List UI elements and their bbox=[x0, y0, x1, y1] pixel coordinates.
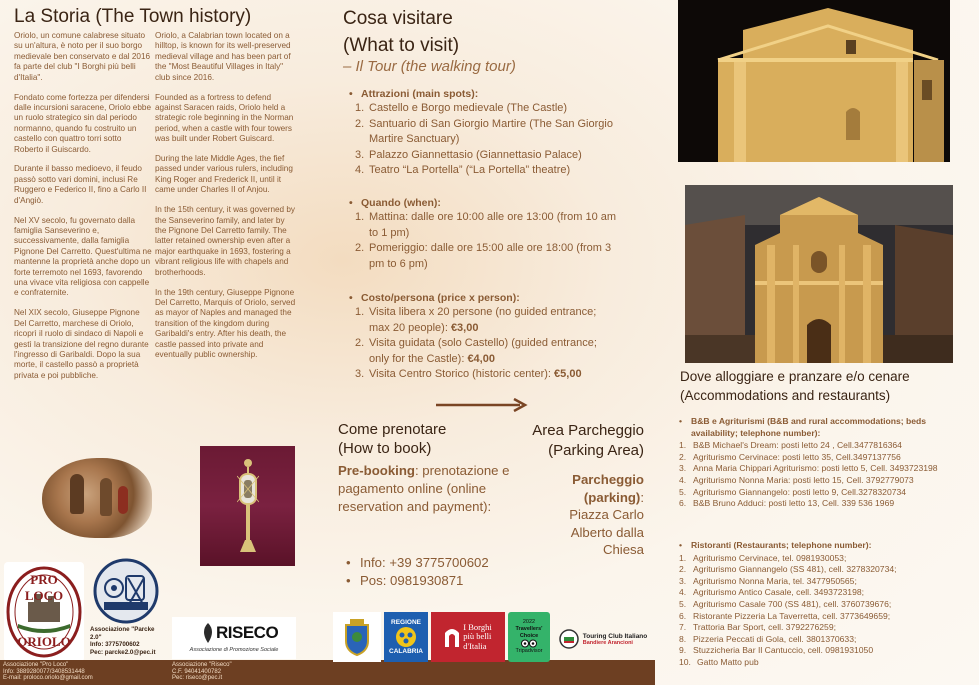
history-paragraph: Oriolo, a Calabrian town located on a hilltop, is known for its well-preserved medieval village and has been part of the "Most Beautiful Villages in Italy" club since 2016. bbox=[155, 31, 291, 82]
list-item: 1. Visita libera x 20 persone (no guided entrance; max 20 people): €3,00 bbox=[355, 306, 597, 334]
list-item: 3. Visita Centro Storico (historic center): €5,00 bbox=[355, 368, 582, 381]
church-facade-photo bbox=[685, 185, 953, 363]
contact-item: • Pos: 0981930871 bbox=[346, 573, 464, 588]
proloco-contact-line: E-mail: proloco.oriolo@gmail.com bbox=[3, 675, 93, 682]
riseco-subtitle: Associazione di Promozione Sociale bbox=[189, 647, 279, 653]
list-item: 6. B&B Bruno Adduci: posti letto 13, Cell. 339 536 1969 bbox=[679, 498, 895, 509]
proloco-contact bbox=[3, 662, 93, 682]
parcke-caption-line: Pec: parcke2.0@pec.it bbox=[90, 648, 156, 656]
bnb-title: • B&B e Agriturismi (B&B and rural accommodations; beds availability; telephone number): bbox=[679, 416, 927, 438]
when-list bbox=[355, 210, 619, 272]
prebooking-label: Pre-booking bbox=[338, 463, 415, 478]
cost-title: • Costo/persona (price x person): bbox=[349, 292, 520, 304]
history-paragraph: In the 15th century, it was governed by the Sanseverino family, and later by the Pignone Del Carretto family. The latter retained ownership even after a major earthquake in 1693, fostering a vibrant religious life with chapels and brotherhoods. bbox=[155, 205, 296, 277]
sanctuary-night-photo bbox=[678, 0, 950, 162]
visit-title-line: Cosa visitare bbox=[343, 8, 453, 29]
parking-info: Parcheggio (parking): Piazza Carlo Alberto dalla Chiesa bbox=[540, 471, 644, 559]
parking-location: Piazza Carlo Alberto dalla Chiesa bbox=[569, 507, 644, 557]
booking-title bbox=[338, 420, 446, 458]
parcke-caption bbox=[90, 626, 162, 656]
visit-title bbox=[343, 5, 459, 59]
history-title: La Storia (The Town history) bbox=[14, 6, 252, 27]
bnb-section bbox=[679, 416, 975, 510]
history-paragraph: In the 19th century, Giuseppe Pignone Del Carretto, Marquis of Oriolo, served as mayor of Naples and managed the transition of the kingdom during Garibaldi's entry. After his death, the castle passed into private and eventually public ownership. bbox=[155, 287, 296, 359]
history-italian-text bbox=[14, 31, 152, 391]
proloco-contact-line: Associazione "Pro Loco" bbox=[3, 662, 69, 668]
list-item: 4. Agriturismo Nonna Maria: posti letto 15, Cell. 3792779073 bbox=[679, 474, 914, 485]
history-paragraph: Oriolo, un comune calabrese situato su un'altura, è noto per il suo borgo medievale ben conservato e dal 2016 fa parte del club "I Borghi più belli d'Italia". bbox=[14, 31, 151, 82]
restaurants-list bbox=[679, 553, 975, 669]
parking-label: Parcheggio bbox=[572, 472, 644, 487]
riseco-contact bbox=[172, 662, 232, 682]
list-item: 5. Agriturismo Casale 700 (SS 481), cell. 3760739676; bbox=[679, 598, 892, 609]
list-item: 3. Anna Maria Chippari Agriturismo: posti letto 5, Cell. 3493723198 bbox=[679, 463, 938, 474]
proloco-logo-top: PRO LOCO bbox=[24, 572, 64, 603]
booking-contacts bbox=[346, 554, 489, 590]
restaurants-title: • Ristoranti (Restaurants; telephone number): bbox=[679, 540, 872, 550]
riseco-name: RISECO bbox=[216, 623, 279, 642]
footer-bar bbox=[0, 660, 655, 685]
touring-club-logo bbox=[553, 626, 653, 652]
list-item: 1. Castello e Borgo medievale (The Castle) bbox=[355, 102, 568, 114]
riseco-contact-line: Associazione "Riseco" bbox=[172, 662, 232, 668]
list-item: 1. Mattina: dalle ore 10:00 alle ore 13:00 (from 10 am to 1 pm) bbox=[355, 211, 617, 239]
prebooking-text: Pre-booking: prenotazione e pagamento online (online reservation and payment): bbox=[338, 463, 510, 514]
borghi-text: I Borghi più belli d'Italia bbox=[463, 621, 492, 651]
partner-logos bbox=[333, 612, 653, 662]
parking-title-line: (Parking Area) bbox=[548, 442, 644, 459]
fresco-figure bbox=[118, 486, 128, 514]
visit-title-line: (What to visit) bbox=[343, 35, 460, 56]
attractions-list bbox=[355, 101, 619, 179]
list-item: 1. B&B Michael's Dream: posti letto 24 , Cell.3477816364 bbox=[679, 440, 902, 451]
list-item: 3. Palazzo Giannettasio (Giannettasio Palace) bbox=[355, 148, 582, 161]
regione-logo-top: REGIONE bbox=[391, 619, 421, 626]
price: €3,00 bbox=[450, 321, 479, 334]
history-paragraph: Nel XV secolo, fu governato dalla famiglia Sanseverino e, successivamente, dalla famiglia Pignone Del Carretto. Quest'ultima ne mantenne la proprietà anche dopo un forte terremoto nel 1693, favorendo una vivace vita religiosa con cappelle e confraternite. bbox=[14, 215, 152, 298]
history-paragraph: Founded as a fortress to defend against Saracen raids, Oriolo held a strategic role beginning in the Norman period, when a castle with four towers was built under Robert Guiscard. bbox=[155, 92, 294, 144]
owl-icon bbox=[521, 639, 537, 648]
price: €4,00 bbox=[467, 352, 495, 365]
cost-section bbox=[349, 292, 619, 383]
history-paragraph: During the late Middle Ages, the fief passed under various rulers, including King Roger and Frederick II, until it came under Charles II of Anjou. bbox=[155, 154, 293, 195]
riseco-logo bbox=[172, 617, 296, 659]
list-item: 7. Trattoria Bar Sport, cell. 3792276259; bbox=[679, 622, 836, 633]
list-item: 2. Agriturismo Giannangelo (SS 481), cell. 3278320734; bbox=[679, 564, 897, 575]
list-item: 3. Agriturismo Nonna Maria, tel. 3477950565; bbox=[679, 575, 857, 586]
parking-title bbox=[522, 421, 644, 461]
list-item: 5. Agriturismo Giannangelo: posti letto 9, Cell.3278320734 bbox=[679, 486, 907, 497]
fresco-figure bbox=[70, 474, 84, 514]
list-item: 1. Agriturismo Cervinace, tel. 0981930053; bbox=[679, 552, 847, 563]
list-item: 2. Agriturismo Cervinace: posti letto 35, Cell.3497137756 bbox=[679, 451, 901, 462]
history-paragraph: Nel XIX secolo, Giuseppe Pignone Del Carretto, marchese di Oriolo, ricoprì il ruolo di sindaco di Napoli e gestì la transizione del regno durante l'ingresso di Garibaldi. Dopo la sua morte, il castello passò a proprietà privata e poi pubbliche. bbox=[14, 308, 149, 380]
price: €5,00 bbox=[554, 368, 582, 381]
history-paragraph: Durante il basso medioevo, il feudo passò sotto vari domini, inclusi Re Ruggero e Federico II, fino a Carlo II d'Angiò. bbox=[14, 164, 147, 205]
accommodation-title: Dove alloggiare e pranzare e/o cenare (Accommodations and restaurants) bbox=[680, 369, 910, 403]
list-item: 2. Santuario di San Giorgio Martire (The San Giorgio Martire Sanctuary) bbox=[355, 117, 613, 146]
touring-club-icon bbox=[559, 629, 579, 649]
parking-title-line: Area Parcheggio bbox=[532, 422, 644, 439]
crest-icon bbox=[342, 617, 372, 657]
booking-title-line: Come prenotare bbox=[338, 421, 447, 438]
list-item: 10. Gatto Matto pub bbox=[679, 656, 759, 667]
parcke-logo bbox=[90, 558, 162, 660]
reliquary-image bbox=[200, 446, 295, 566]
when-section bbox=[349, 197, 619, 272]
riseco-contact-line: Pec: riseco@pec.it bbox=[172, 675, 223, 682]
touring-club-text: Touring Club Italiano Bandiere Arancioni bbox=[582, 632, 648, 646]
proloco-logo bbox=[4, 562, 84, 662]
borghi-logo bbox=[431, 612, 505, 662]
proloco-contact-line: Info: 3889280077/3408531448 bbox=[3, 668, 85, 675]
regione-calabria-logo bbox=[384, 612, 428, 662]
regione-logo-bottom: CALABRIA bbox=[389, 648, 423, 655]
parcke-caption-line: Info: 3775700602 bbox=[90, 641, 140, 648]
list-item: 2. Pomeriggio: dalle ore 15:00 alle ore 18:00 (from 3 pm to 6 pm) bbox=[355, 242, 612, 270]
attractions-section bbox=[349, 88, 619, 179]
arrow-right-icon bbox=[436, 398, 528, 412]
travellers-choice-logo: 2022 Travellers' Choice Tripadvisor bbox=[508, 612, 550, 662]
list-item: 4. Teatro “La Portella” (“La Portella” theatre) bbox=[355, 164, 571, 177]
riseco-leaf-icon bbox=[200, 623, 216, 643]
proloco-logo-bottom: ORIOLO bbox=[17, 634, 71, 649]
fresco-image bbox=[42, 458, 152, 538]
monstrance-icon bbox=[237, 456, 259, 556]
list-item: 6. Ristorante Pizzeria La Taverretta, cell. 3773649659; bbox=[679, 610, 891, 621]
list-item: 9. Stuzzicheria Bar Il Cantuccio, cell. 0981931050 bbox=[679, 645, 874, 656]
comune-crest-logo bbox=[333, 612, 381, 662]
parcke-caption-line: Associazione "Parcke 2.0" bbox=[90, 626, 155, 641]
list-item: 4. Agriturismo Antico Casale, cell. 3493723198; bbox=[679, 587, 865, 598]
cost-list bbox=[355, 305, 619, 383]
borghi-arch-icon bbox=[444, 627, 460, 647]
regione-emblem-icon bbox=[393, 626, 419, 648]
booking-title-line: (How to book) bbox=[338, 440, 432, 457]
contact-item: • Info: +39 3775700602 bbox=[346, 555, 489, 570]
when-title: • Quando (when): bbox=[349, 197, 441, 209]
list-item: 2. Visita guidata (solo Castello) (guided entrance; only for the Castle): €4,00 bbox=[355, 337, 597, 365]
riseco-contact-line: C.F. 94041400782 bbox=[172, 668, 222, 675]
history-english-text bbox=[155, 31, 297, 370]
history-paragraph: Fondato come fortezza per difendersi dalle incursioni saracene, Oriolo ebbe un ruolo strategico sin dal periodo normanno, quando fu costruito un castello con quattro torri sotto Roberto il Guiscardo. bbox=[14, 92, 151, 154]
attractions-title: • Attrazioni (main spots): bbox=[349, 88, 479, 100]
bnb-list bbox=[679, 440, 975, 510]
visit-subtitle: – Il Tour (the walking tour) bbox=[343, 58, 516, 75]
fresco-figure bbox=[100, 478, 112, 516]
list-item: 8. Pizzeria Peccati di Gola, cell. 3801370633; bbox=[679, 633, 857, 644]
restaurants-section bbox=[679, 540, 975, 669]
parking-label: (parking) bbox=[583, 489, 641, 505]
